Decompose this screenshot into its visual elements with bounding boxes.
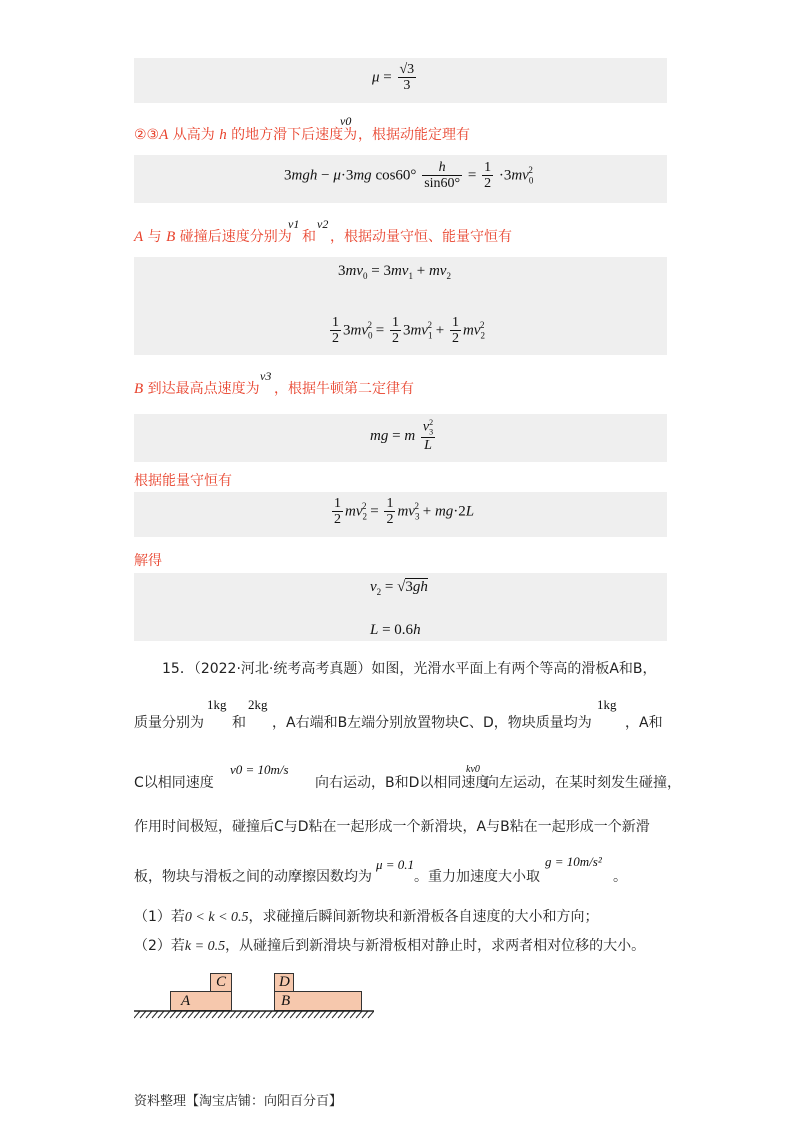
equation-box-mu <box>134 58 667 103</box>
equation-box-momentum <box>134 257 667 355</box>
problem-line-2: 质量分别为 <box>134 715 204 731</box>
step23-line: ②③A 从高为 h 的地方滑下后速度为 <box>134 127 358 143</box>
v0-value: v0 = 10m/s <box>230 762 289 777</box>
problem-line-2-end: ，A和 <box>625 715 663 731</box>
equation-box-results <box>134 573 667 641</box>
figure <box>134 965 374 1025</box>
problem-line-5-end: 。 <box>613 869 627 885</box>
problem-number: 15． <box>162 661 194 677</box>
ground-hatching <box>134 1010 374 1024</box>
equation-energy-conservation: $\frac{1}{2}$ $mv_2^2$ = $\frac{1}{2}$ $mv_3^2 + mg\cdot 2L$ <box>334 496 475 528</box>
problem-source: （2022·河北·统考高考真题） <box>193 661 372 677</box>
block-D: D <box>274 973 294 993</box>
equation-box-energy <box>134 155 667 203</box>
collision-and: 和 <box>302 229 316 245</box>
mu-value: μ = 0.1 <box>376 857 415 872</box>
kv0-value: kv0 <box>466 764 480 775</box>
mass-1kg: 1kg <box>207 697 227 712</box>
question-2: （2）若k = 0.5，从碰撞后到新滑块与新滑板相对静止时，求两者相对位移的大小。 <box>134 938 646 954</box>
highest-point-line-end: ，根据牛顿第二定律有 <box>274 381 414 397</box>
equation-momentum: $3mv_0 = 3mv_1 + mv_2$ <box>338 263 451 281</box>
mass-and: 和 <box>232 715 246 731</box>
equation-mu: μ = $\frac{√3}{3}$ <box>372 62 415 94</box>
equation-v2: $v_2 = √3gh$ <box>370 579 428 597</box>
mass-2kg: 2kg <box>248 697 268 712</box>
problem-line-2-mid: ，A右端和B左端分别放置物块C、D，物块质量均为 <box>272 715 592 731</box>
g-value: g = 10m/s² <box>545 854 602 869</box>
equation-kinetic: $\frac{1}{2}$ $3mv_0^2$ = $\frac{1}{2}$ $3mv_1^2$ + $\frac{1}{2}$ $mv_2^2$ <box>332 315 485 347</box>
problem-line-4: 作用时间极短，碰撞后C与D粘在一起形成一个新滑块，A与B粘在一起形成一个新滑 <box>134 819 650 835</box>
question-1: （1）若0 < k < 0.5，求碰撞后瞬间新物块和新滑板各自速度的大小和方向； <box>134 909 599 925</box>
symbol-v2: v2 <box>317 217 329 231</box>
collision-line-end: ，根据动量守恒、能量守恒有 <box>330 229 512 245</box>
footer-credit: 资料整理【淘宝店铺：向阳百分百】 <box>134 1094 343 1109</box>
problem-line-5: 板，物块与滑板之间的动摩擦因数均为 <box>134 869 372 885</box>
equation-box-newton <box>134 414 667 462</box>
block-C: C <box>210 973 232 993</box>
mass-1kg-block: 1kg <box>597 697 617 712</box>
solve-label: 解得 <box>134 553 162 569</box>
energy-conservation-label: 根据能量守恒有 <box>134 473 232 489</box>
step23-line-end: ，根据动能定理有 <box>358 127 470 143</box>
block-B: B <box>274 991 362 1011</box>
symbol-v3: v3 <box>260 369 272 383</box>
block-A: A <box>170 991 232 1011</box>
problem-line-1: 15．（2022·河北·统考高考真题）如图，光滑水平面上有两个等高的滑板A和B， <box>162 661 657 677</box>
step-number: ②③ <box>134 127 160 143</box>
symbol-v1: v1 <box>288 217 300 231</box>
symbol-v0: v0 <box>340 114 352 128</box>
problem-line-3-mid: 向右运动，B和D以相同速度 <box>315 775 490 791</box>
problem-line-3-end: 向左运动，在某时刻发生碰撞， <box>485 775 681 791</box>
equation-box-energy-conservation <box>134 492 667 537</box>
problem-line-5-mid: 。重力加速度大小取 <box>414 869 540 885</box>
equation-L: L = 0.6h <box>370 622 421 638</box>
collision-line: A 与 B 碰撞后速度分别为 <box>134 229 292 245</box>
equation-newton: mg = m $\frac{v_3^2}{L}$ <box>370 418 434 454</box>
equation-energy: 3mgh − μ·3mg cos60° $\frac{h}{\sin 60^\circ}$ = $\frac{1}{2}$ $\cdot 3mv_0^2$ <box>284 160 534 192</box>
problem-line-3: C以相同速度 <box>134 775 214 791</box>
highest-point-line: B 到达最高点速度为 <box>134 381 260 397</box>
